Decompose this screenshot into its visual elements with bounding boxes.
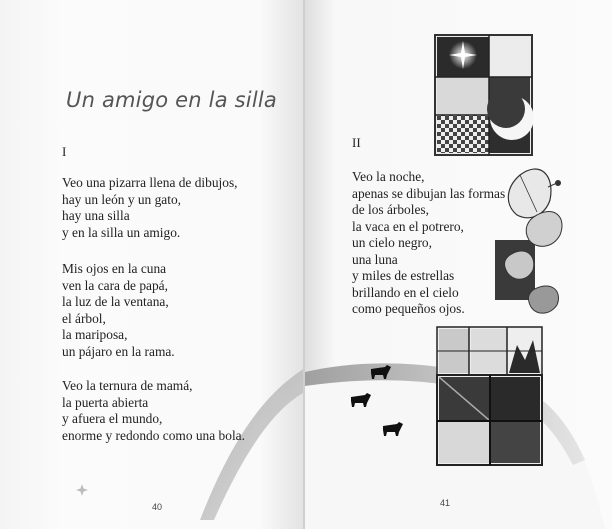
poem-line: un pájaro en la rama. (62, 343, 175, 359)
stanza-1 (62, 175, 238, 241)
poem-line: Veo una pizarra llena de dibujos, (62, 175, 238, 190)
stanza-3 (62, 378, 245, 444)
poem-line: hay una silla (62, 208, 130, 223)
sparkle-icon (76, 484, 88, 496)
sparkle-star-icon (449, 41, 477, 69)
poem-line: de los árboles, (352, 202, 429, 217)
poem-line: y en la silla un amigo. (62, 224, 181, 240)
poem-line: la mariposa, (62, 327, 128, 342)
poem-line: apenas se dibujan las formas (352, 185, 506, 201)
section-number-i: I (62, 144, 67, 159)
poem-line: brillando en el cielo (352, 284, 459, 300)
poem-line: enorme y redondo como una bola. (62, 427, 245, 443)
stanza-4 (352, 169, 505, 318)
night-window-icon (435, 35, 534, 155)
stanza-2 (62, 261, 175, 360)
poem-line: y miles de estrellas (352, 268, 455, 283)
poem-line: la luz de la ventana, (62, 294, 169, 309)
section-number-ii: II (352, 135, 361, 150)
poem-line: la vaca en el potrero, (352, 218, 464, 234)
page-number-left: 40 (152, 502, 163, 512)
poem-line: Veo la noche, (352, 169, 425, 184)
poem-line: ven la cara de papá, (62, 277, 168, 293)
poem-line: como pequeños ojos. (352, 301, 465, 316)
page-number-right: 41 (440, 498, 451, 508)
poem-line: hay un león y un gato, (62, 191, 182, 207)
poem-line: el árbol, (62, 310, 106, 326)
left-page (0, 0, 305, 529)
poem-line: la puerta abierta (62, 394, 149, 410)
house-window-icon (437, 327, 542, 465)
poem-line: una luna (352, 251, 398, 267)
poem-line: Mis ojos en la cuna (62, 261, 167, 276)
poem-line: y afuera el mundo, (62, 411, 163, 426)
right-page (305, 0, 612, 529)
poem-line: Veo la ternura de mamá, (62, 378, 193, 393)
poem-line: un cielo negro, (352, 235, 432, 250)
poem-title: Un amigo en la silla (66, 88, 277, 112)
